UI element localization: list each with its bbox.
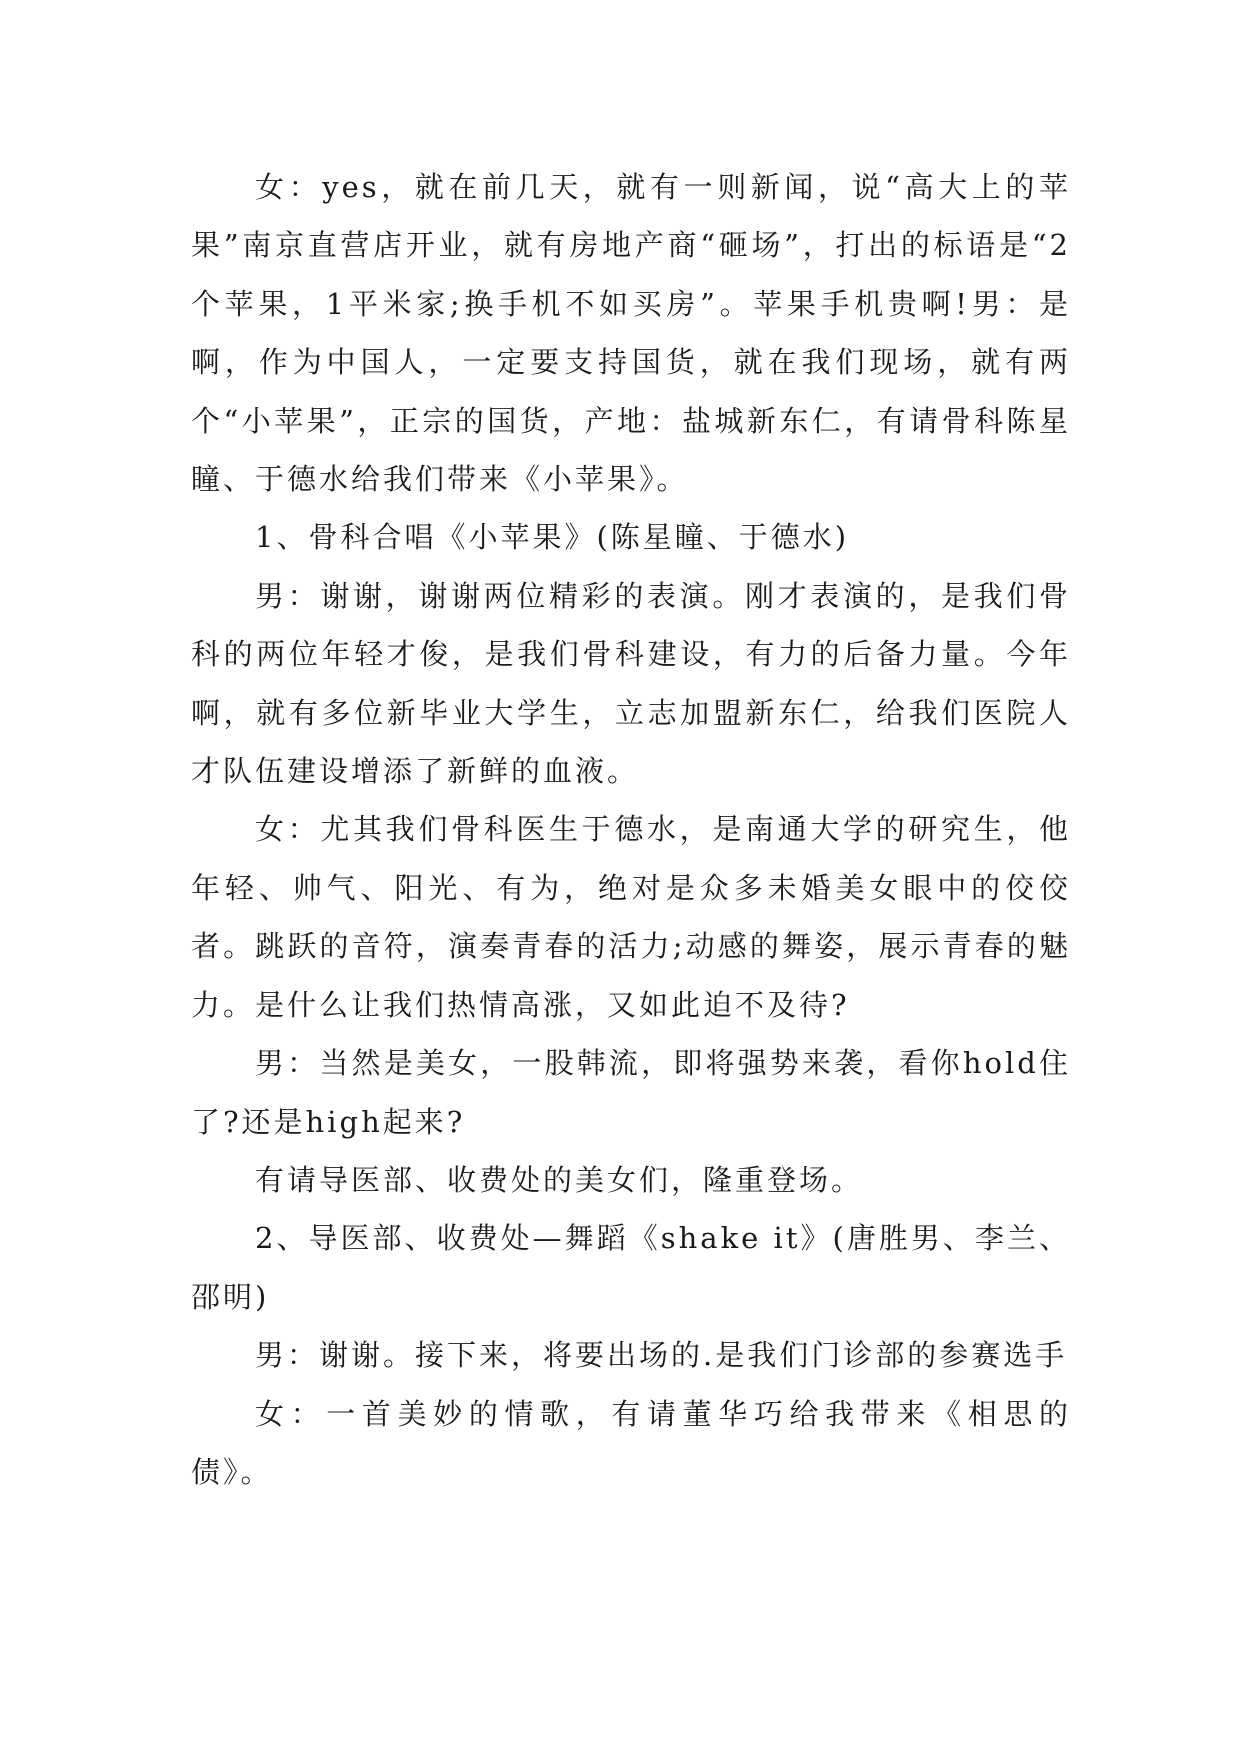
paragraph-love-song: 女：一首美妙的情歌，有请董华巧给我带来《相思的债》。: [191, 1396, 1071, 1489]
paragraph-korean-wave: 男：当然是美女，一股韩流，即将强势来袭，看你hold住了?还是high起来?: [191, 1046, 1071, 1139]
paragraph-doctor-intro: 女：尤其我们骨科医生于德水，是南通大学的研究生，他年轻、帅气、阳光、有为，绝对是众多未婚美女眼中的佼佼者。跳跃的音符，演奏青春的活力;动感的舞姿，展示青春的魅力。是什么让我们热情高涨，又如此迫不及待?: [191, 812, 1071, 1022]
paragraph-next-contestant: 男：谢谢。接下来，将要出场的.是我们门诊部的参赛选手: [255, 1338, 1068, 1373]
program-item-2: 2、导医部、收费处—舞蹈《shake it》(唐胜男、李兰、邵明): [191, 1221, 1071, 1314]
paragraph-thanks-orthopedics: 男：谢谢，谢谢两位精彩的表演。刚才表演的，是我们骨科的两位年轻才俊，是我们骨科建设，有力的后备力量。今年啊，就有多位新毕业大学生，立志加盟新东仁，给我们医院人才队伍建设增添了新鲜的血液。: [191, 578, 1071, 789]
paragraph-news-apple-store: 女：yes，就在前几天，就有一则新闻，说“高大上的苹果”南京直营店开业，就有房地产商“砸场”，打出的标语是“2个苹果，1平米家;换手机不如买房”。苹果手机贵啊!男：是啊，作为中国人，一定要支持国货，就在我们现场，就有两个“小苹果”，正宗的国货，产地：盐城新东仁，有请骨科陈星瞳、于德水给我们带来《小苹果》。: [191, 170, 1071, 497]
paragraph-invite-dancers: 有请导医部、收费处的美女们，隆重登场。: [255, 1162, 864, 1197]
program-item-1: 1、骨科合唱《小苹果》(陈星瞳、于德水): [255, 520, 850, 555]
document-body: [191, 158, 1071, 1501]
